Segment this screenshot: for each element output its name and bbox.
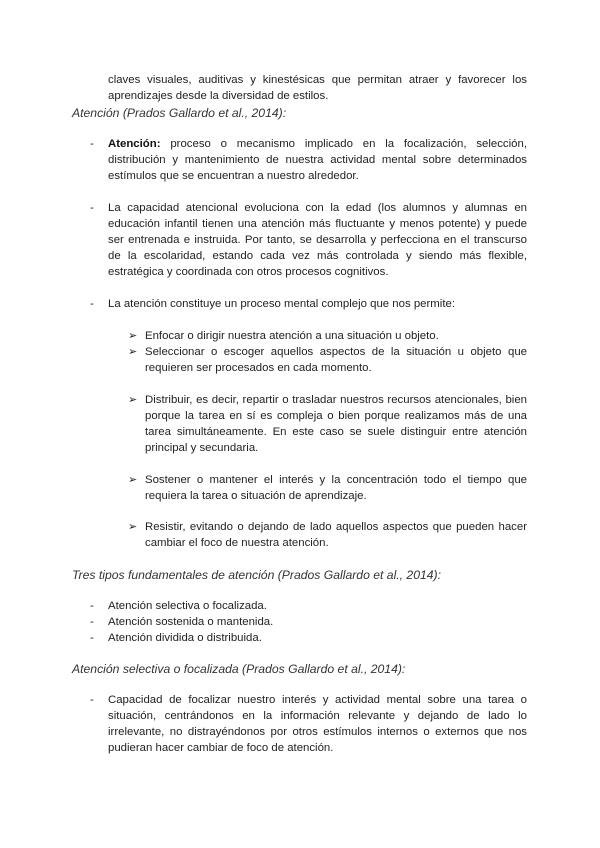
arrow-bullet-icon: ➢ [128,474,138,486]
term-atencion: Atención: [108,138,161,150]
list-bullet: - [90,600,94,612]
section-heading-tipos: Tres tipos fundamentales de atención (Prados Gallardo et al., 2014): [72,568,441,582]
arrow-bullet-icon: ➢ [128,330,138,342]
intro-continuation: claves visuales, auditivas y kinestésicas que permitan atraer y favorecer los aprendizajes desde la diversidad de estilos. [108,74,527,102]
list-item-atencion-definition [108,136,527,184]
subitem-sostener: Sostener o mantener el interés y la concentración todo el tiempo que requiera la tarea o situación de aprendizaje. [145,474,527,502]
list-bullet: - [90,138,94,150]
section-heading-selectiva: Atención selectiva o focalizada (Prados Gallardo et al., 2014): [72,662,406,676]
subitem-seleccionar: Seleccionar o escoger aquellos aspectos de la situación u objeto que requieren ser procesados en cada momento. [145,346,527,374]
list-bullet: - [90,632,94,644]
list-item-capacidad-atencional: La capacidad atencional evoluciona con la edad (los alumnos y alumnas en educación infantil tienen una atención más fluctuante y menos potente) y puede ser entrenada e instruida. Por tanto, se desarrolla y perfecciona en el transcurso de la escolaridad, estando cada vez más controlada y siendo más flexible, estratégica y coordinada con otros procesos cognitivos. [108,202,527,278]
list-bullet: - [90,694,94,706]
definition-text: proceso o mecanismo implicado en la focalización, selección, distribución y mantenimiento de nuestra actividad mental sobre determinados estímulos que se encuentran a nuestro alrededor. [108,138,527,182]
subitem-distribuir: Distribuir, es decir, repartir o trasladar nuestros recursos atencionales, bien porque la tarea en sí es compleja o bien porque realizamos más de una tarea simultáneamente. En este caso se suele distinguir entre atención principal y secundaria. [145,394,527,454]
list-bullet: - [90,616,94,628]
subitem-enfocar: Enfocar o dirigir nuestra atención a una situación u objeto. [145,330,439,342]
section-heading-atencion: Atención (Prados Gallardo et al., 2014): [72,106,287,120]
list-item-selectiva: Atención selectiva o focalizada. [108,600,267,612]
list-bullet: - [90,298,94,310]
arrow-bullet-icon: ➢ [128,521,138,533]
arrow-bullet-icon: ➢ [128,346,138,358]
arrow-bullet-icon: ➢ [128,394,138,406]
list-item-proceso-mental: La atención constituye un proceso mental complejo que nos permite: [108,298,455,310]
list-item-sostenida: Atención sostenida o mantenida. [108,616,274,628]
list-item-dividida: Atención dividida o distribuida. [108,632,262,644]
subitem-resistir: Resistir, evitando o dejando de lado aquellos aspectos que pueden hacer cambiar el foco de nuestra atención. [145,521,527,549]
list-bullet: - [90,202,94,214]
list-item-selectiva-definition: Capacidad de focalizar nuestro interés y actividad mental sobre una tarea o situación, centrándonos en la información relevante y dejando de lado lo irrelevante, no distrayéndonos por otros estímulos internos o externos que nos pudieran hacer cambiar de foco de atención. [108,694,527,754]
